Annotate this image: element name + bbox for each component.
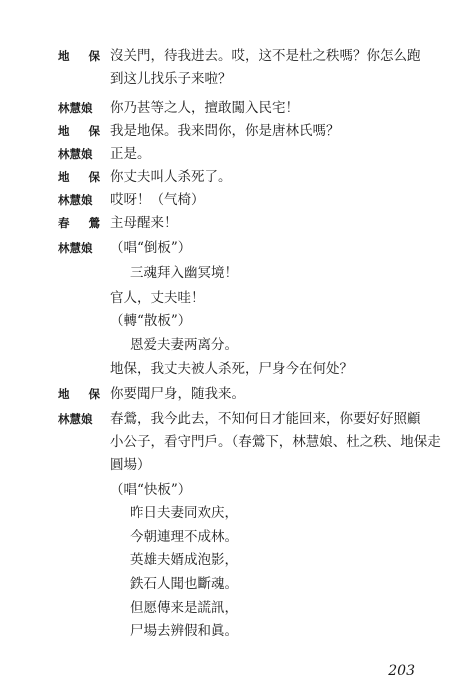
line-text: 昨日夫妻同欢庆， <box>130 505 238 521</box>
line-text: 英雄夫婿成泡影， <box>130 552 238 568</box>
line-text: 春鶯，我今此去，不知何日才能回来，你要好好照顧 <box>110 411 421 427</box>
line-text: 圓場） <box>110 457 151 473</box>
speaker-char: 保 <box>88 124 100 138</box>
line-text: 三魂拜入幽冥境！ <box>130 265 238 281</box>
speaker-name: 林慧娘 <box>58 147 93 161</box>
speaker-name: 林慧娘 <box>58 193 93 207</box>
line-text: 到这儿找乐子来啦？ <box>110 71 232 87</box>
speaker-char: 保 <box>88 49 100 63</box>
speaker-name: 林慧娘 <box>58 241 93 255</box>
line-text: 你丈夫叫人杀死了。 <box>110 169 232 185</box>
speaker-char: 保 <box>88 170 100 184</box>
line-text: 今朝連理不成林。 <box>130 529 238 545</box>
line-text: 但愿傳来是謊訊， <box>130 600 238 616</box>
speaker-char: 地 <box>58 49 70 63</box>
speaker-name <box>58 212 100 234</box>
speaker-char: 春 <box>58 216 70 230</box>
speaker-name <box>58 45 100 67</box>
speaker-name: 林慧娘 <box>58 101 93 115</box>
line-text: 你乃甚等之人，擅敢闖入民宅！ <box>110 100 299 116</box>
line-text: 沒关門，待我进去。哎，这不是杜之秩嗎？你怎么跑 <box>110 48 421 64</box>
line-text: 哎呀！（气椅） <box>110 192 205 208</box>
speaker-name <box>58 166 100 188</box>
speaker-char: 鶯 <box>88 216 100 230</box>
line-text: 正是。 <box>110 146 151 162</box>
line-text: 小公子，看守門戶。（春鶯下，林慧娘、杜之秩、地保走 <box>110 434 441 450</box>
line-text: （唱“倒板”） <box>110 240 192 256</box>
line-text: 你要聞尸身，随我来。 <box>110 386 245 402</box>
line-text: 我是地保。我来問你，你是唐林氏嗎？ <box>110 123 340 139</box>
line-text: 主母醒来！ <box>110 215 178 231</box>
line-text: 鉄石人聞也斷魂。 <box>130 576 238 592</box>
speaker-name <box>58 383 100 405</box>
speaker-char: 地 <box>58 124 70 138</box>
line-text: （轉“散板”） <box>110 313 192 329</box>
speaker-name: 林慧娘 <box>58 412 93 426</box>
line-text: 尸場去辨假和眞。 <box>130 623 238 639</box>
speaker-char: 地 <box>58 387 70 401</box>
line-text: （唱“快板”） <box>110 482 192 498</box>
page-number: 203 <box>388 663 415 679</box>
speaker-char: 地 <box>58 170 70 184</box>
speaker-name <box>58 120 100 142</box>
line-text: 恩爱夫妻两离分。 <box>130 337 238 353</box>
line-text: 地保，我丈夫被人杀死，尸身今在何处？ <box>110 361 353 377</box>
speaker-char: 保 <box>88 387 100 401</box>
line-text: 官人，丈夫哇！ <box>110 290 205 306</box>
